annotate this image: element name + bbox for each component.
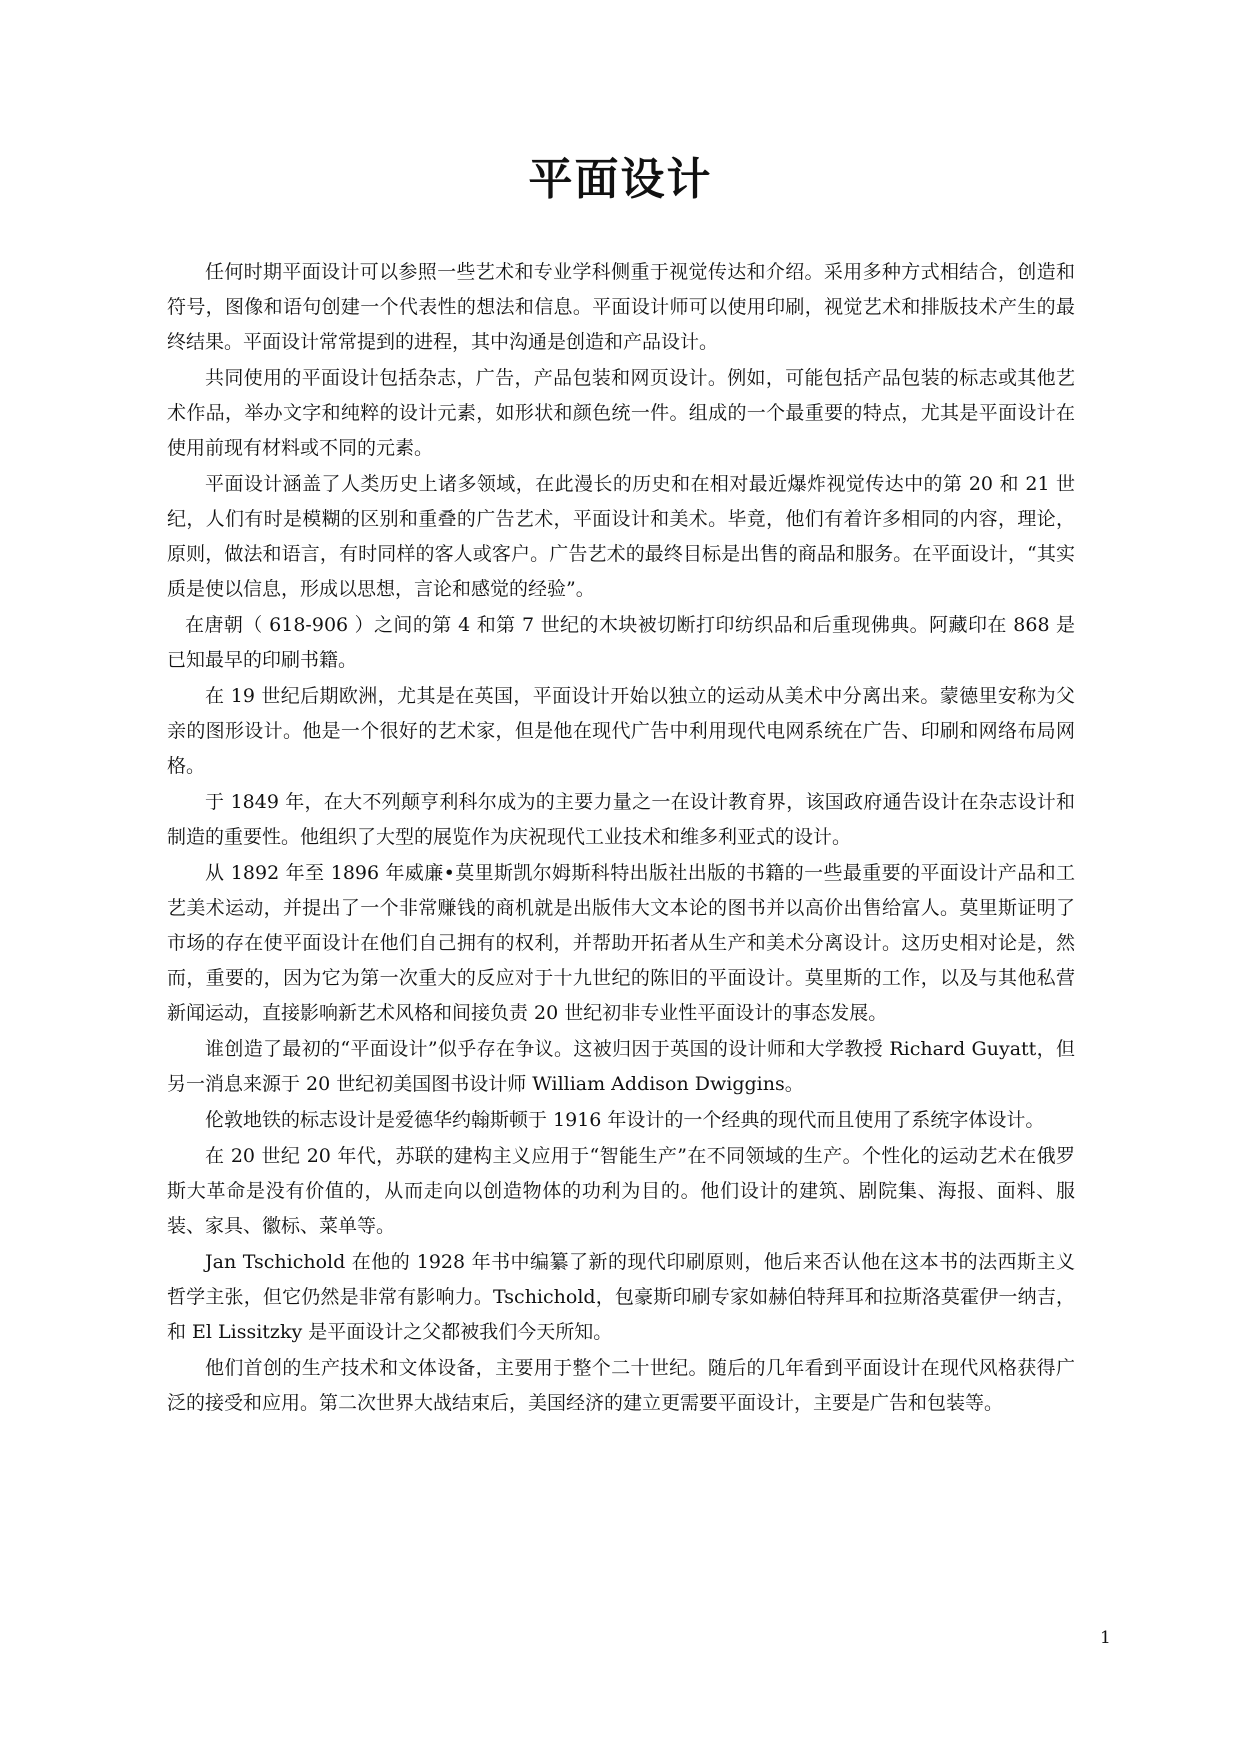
paragraph-3: 平面设计涵盖了人类历史上诸多领域，在此漫长的历史和在相对最近爆炸视觉传达中的第 20 和 21 世纪，人们有时是模糊的区别和重叠的广告艺术，平面设计和美术。毕竟，他们有着许多相同的内容，理论，原则，做法和语言，有时同样的客人或客户。广告艺术的最终目标是出售的商品和服务。在平面设计，“其实质是使以信息，形成以思想，言论和感觉的经验”。	[167, 473, 1075, 600]
paragraph-1: 任何时期平面设计可以参照一些艺术和专业学科侧重于视觉传达和介绍。采用多种方式相结合，创造和符号，图像和语句创建一个代表性的想法和信息。平面设计师可以使用印刷，视觉艺术和排版技术产生的最终结果。平面设计常常提到的进程，其中沟通是创造和产品设计。	[167, 261, 1075, 353]
document-title: 平面设计	[528, 154, 713, 205]
paragraph-6: 于 1849 年，在大不列颠亨利科尔成为的主要力量之一在设计教育界，该国政府通告设计在杂志设计和制造的重要性。他组织了大型的展览作为庆祝现代工业技术和维多利亚式的设计。	[167, 791, 1075, 848]
paragraph-2: 共同使用的平面设计包括杂志，广告，产品包装和网页设计。例如，可能包括产品包装的标志或其他艺术作品，举办文字和纯粹的设计元素，如形状和颜色统一件。组成的一个最重要的特点，尤其是平面设计在使用前现有材料或不同的元素。	[167, 367, 1075, 459]
paragraph-10: 在 20 世纪 20 年代，苏联的建构主义应用于“智能生产”在不同领域的生产。个性化的运动艺术在俄罗斯大革命是没有价值的，从而走向以创造物体的功利为目的。他们设计的建筑、剧院集、海报、面料、服装、家具、徽标、菜单等。	[167, 1145, 1075, 1237]
paragraph-11: Jan Tschichold 在他的 1928 年书中编纂了新的现代印刷原则，他后来否认他在这本书的法西斯主义哲学主张，但它仍然是非常有影响力。Tschichold，包豪斯印刷专家如赫伯特拜耳和拉斯洛莫霍伊一纳吉，和 El Lissitzky 是平面设计之父都被我们今天所知。	[167, 1251, 1075, 1343]
paragraph-8: 谁创造了最初的“平面设计”似乎存在争议。这被归因于英国的设计师和大学教授 Richard Guyatt，但另一消息来源于 20 世纪初美国图书设计师 William Addison Dwiggins。	[167, 1038, 1075, 1095]
paragraph-5: 在 19 世纪后期欧洲，尤其是在英国，平面设计开始以独立的运动从美术中分离出来。蒙德里安称为父亲的图形设计。他是一个很好的艺术家，但是他在现代广告中利用现代电网系统在广告、印刷和网络布局网格。	[167, 685, 1075, 777]
paragraph-4: 在唐朝（ 618-906 ）之间的第 4 和第 7 世纪的木块被切断打印纺织品和后重现佛典。阿藏印在 868 是已知最早的印刷书籍。	[167, 614, 1075, 671]
document-body	[167, 255, 1075, 1422]
paragraph-7: 从 1892 年至 1896 年威廉•莫里斯凯尔姆斯科特出版社出版的书籍的一些最重要的平面设计产品和工艺美术运动，并提出了一个非常赚钱的商机就是出版伟大文本论的图书并以高价出售给富人。莫里斯证明了市场的存在使平面设计在他们自己拥有的权利，并帮助开拓者从生产和美术分离设计。这历史相对论是，然而，重要的，因为它为第一次重大的反应对于十九世纪的陈旧的平面设计。莫里斯的工作，以及与其他私营新闻运动，直接影响新艺术风格和间接负责 20 世纪初非专业性平面设计的事态发展。	[167, 862, 1075, 1024]
page-number: 1	[1100, 1628, 1111, 1648]
paragraph-9: 伦敦地铁的标志设计是爱德华约翰斯顿于 1916 年设计的一个经典的现代而且使用了系统字体设计。	[205, 1109, 1045, 1131]
paragraph-12: 他们首创的生产技术和文体设备，主要用于整个二十世纪。随后的几年看到平面设计在现代风格获得广泛的接受和应用。第二次世界大战结束后，美国经济的建立更需要平面设计，主要是广告和包装等。	[167, 1357, 1075, 1414]
